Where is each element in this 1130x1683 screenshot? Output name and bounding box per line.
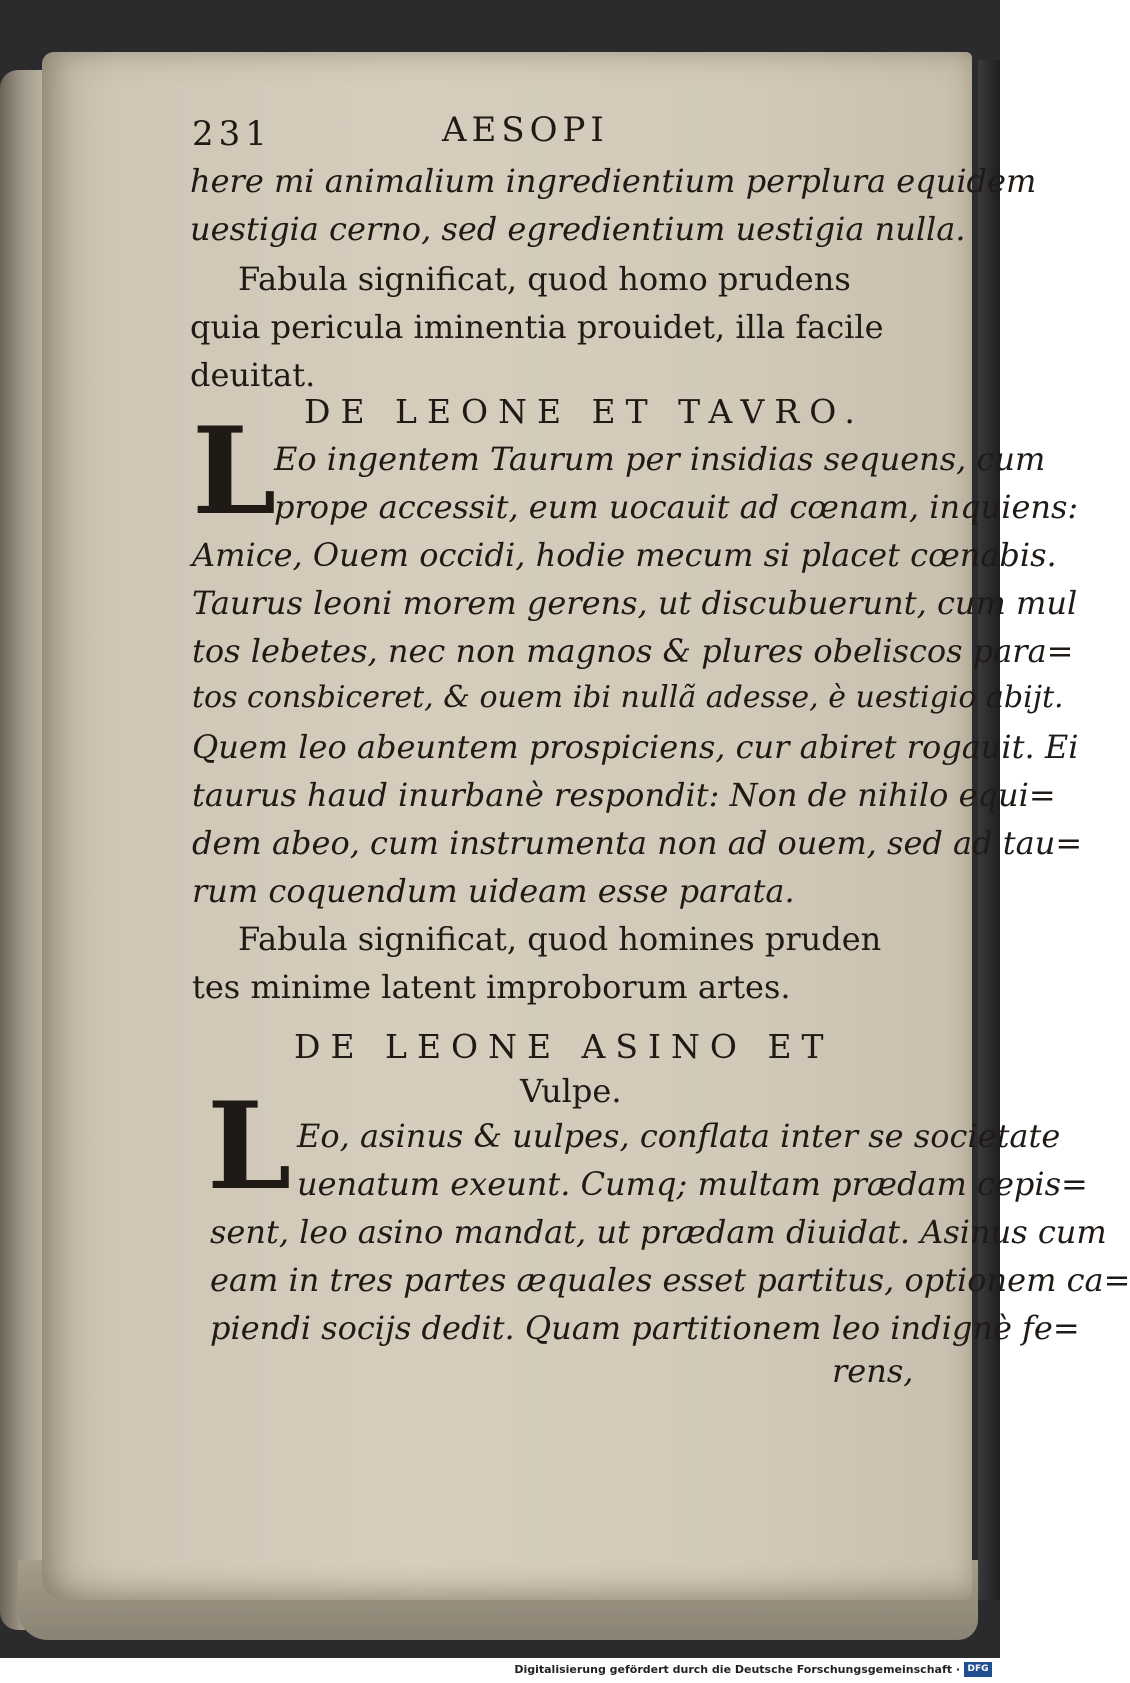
fable2-line-6: tos consbiceret, & ouem ibi nullã adesse, è uestigio abijt. xyxy=(192,680,1064,715)
fable2-moral-line-1: Fabula significat, quod homines pruden xyxy=(238,920,882,958)
fable2-line-3: Amice, Ouem occidi, hodie mecum si placet cœnabis. xyxy=(192,536,1057,574)
fable2-line-8: taurus haud inurbanè respondit: Non de nihilo equi= xyxy=(192,776,1056,814)
fable1-moral-line-1: Fabula significat, quod homo prudens xyxy=(238,260,851,298)
book-page xyxy=(42,52,1130,1600)
footer-credit: Digitalisierung gefördert durch die Deutsche Forschungsgemeinschaft · xyxy=(514,1663,960,1676)
fable3-line-4: eam in tres partes æquales esset partitus, optionem ca= xyxy=(210,1261,1130,1299)
page-number: 231 xyxy=(192,114,272,154)
fable2-line-5: tos lebetes, nec non magnos & plures obeliscos para= xyxy=(192,632,1074,670)
fable2-line-7: Quem leo abeuntem prospiciens, cur abiret rogauit. Ei xyxy=(192,728,1079,766)
fable2-line-1: Eo ingentem Taurum per insidias sequens, cum xyxy=(274,440,1046,478)
digitization-footer xyxy=(0,1658,1000,1683)
fable2-dropcap: L xyxy=(192,401,277,542)
fable1-moral-line-2: quia pericula iminentia prouidet, illa facile xyxy=(190,308,884,346)
fable3-line-3: sent, leo asino mandat, ut prædam diuidat. Asinus cum xyxy=(210,1213,1107,1251)
fable3-line-5: piendi socijs dedit. Quam partitionem leo indignè fe= xyxy=(210,1309,1080,1347)
fable3-title-line-1: DE LEONE ASINO ET xyxy=(294,1027,834,1066)
fable3-catchword: rens, xyxy=(832,1352,914,1390)
fable1-moral-line-3: deuitat. xyxy=(190,356,316,394)
fable3-line-2: uenatum exeunt. Cumq; multam prædam cepis= xyxy=(297,1165,1088,1203)
fable1-line-1: here mi animalium ingredientium perplura equidem xyxy=(190,162,1037,200)
running-head: AESOPI xyxy=(442,110,609,150)
fable1-line-2: uestigia cerno, sed egredientium uestigia nulla. xyxy=(190,210,966,248)
fable2-line-2: prope accessit, eum uocauit ad cœnam, inquiens: xyxy=(274,488,1079,526)
fable2-moral-line-2: tes minime latent improborum artes. xyxy=(192,968,791,1006)
fable2-line-9: dem abeo, cum instrumenta non ad ouem, sed ad tau= xyxy=(192,824,1083,862)
dfg-logo: DFG xyxy=(964,1662,992,1677)
fable3-title-line-2: Vulpe. xyxy=(520,1072,622,1110)
fable2-line-4: Taurus leoni morem gerens, ut discubuerunt, cum mul xyxy=(192,584,1078,622)
fable2-line-10: rum coquendum uideam esse parata. xyxy=(192,872,795,910)
fable3-dropcap: L xyxy=(207,1076,292,1217)
fable3-line-1: Eo, asinus & uulpes, conflata inter se societate xyxy=(297,1117,1061,1155)
fable2-title: DE LEONE ET TAVRO. xyxy=(304,392,865,431)
